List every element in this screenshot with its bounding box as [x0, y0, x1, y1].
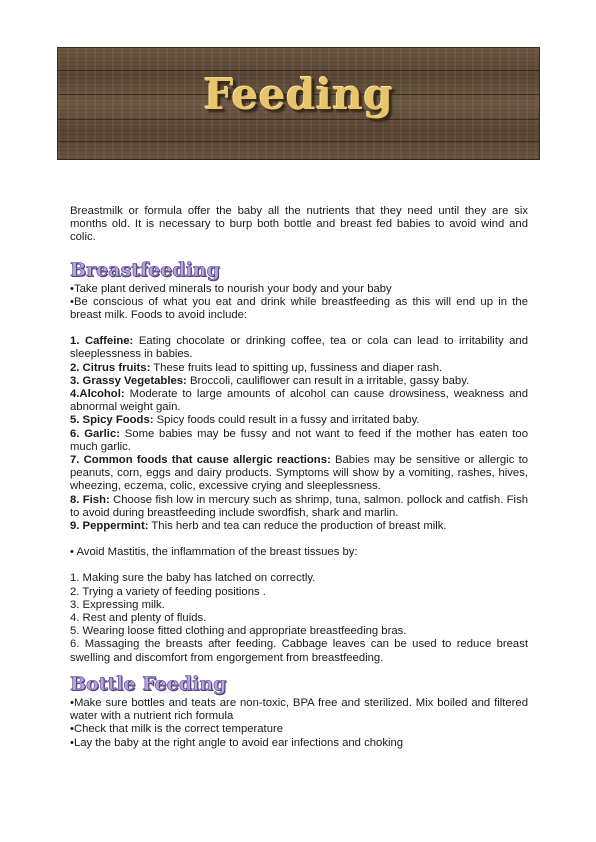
wood-plank-line: [58, 141, 539, 142]
item-text: Choose fish low in mercury such as shrimp, tuna, salmon. pollock and catfish. Fish to avoid during breastfeeding include swordfish, shark and marlin.: [70, 493, 528, 519]
list-item: 6. Massaging the breasts after feeding. Cabbage leaves can be used to reduce breast swelling and discomfort from engorgement from breastfeeding.: [70, 638, 528, 664]
bullet-item: •Check that milk is the correct temperature: [70, 723, 284, 736]
list-item: [70, 362, 528, 375]
item-label: 4.Alcohol:: [70, 388, 125, 401]
list-item: 1. Making sure the baby has latched on correctly.: [70, 572, 316, 585]
item-label: 1. Caffeine:: [70, 335, 134, 348]
item-text: These fruits lead to spitting up, fussiness and diaper rash.: [150, 361, 443, 374]
spacer: [70, 559, 528, 572]
list-item: [70, 494, 528, 520]
mastitis-intro: • Avoid Mastitis, the inflammation of the breast tissues by:: [70, 546, 358, 559]
spacer: [70, 322, 528, 335]
list-item: [70, 454, 528, 494]
item-label: 5. Spicy Foods:: [70, 414, 154, 427]
list-item: [70, 428, 528, 454]
bullet-item: •Lay the baby at the right angle to avoid ear infections and choking: [70, 736, 404, 749]
item-text: Moderate to large amounts of alcohol can cause drowsiness, weakness and abnormal weight gain.: [70, 388, 528, 414]
list-item: [70, 414, 528, 427]
list-item: 3. Expressing milk.: [70, 598, 165, 611]
item-text: Some babies may be fussy and not want to feed if the mother has eaten too much garlic.: [70, 427, 528, 453]
list-item: 4. Rest and plenty of fluids.: [70, 612, 207, 625]
mastitis-steps-list: [70, 572, 528, 664]
list-item: 2. Trying a variety of feeding positions .: [70, 585, 266, 598]
title-banner: [57, 47, 540, 160]
item-label: 9. Peppermint:: [70, 520, 149, 533]
wood-plank-line: [58, 119, 539, 120]
document-body: [70, 205, 528, 750]
item-label: 8. Fish:: [70, 493, 110, 506]
list-item: 5. Wearing loose fitted clothing and appropriate breastfeeding bras.: [70, 625, 407, 638]
bullet-item: •Make sure bottles and teats are non-toxic, BPA free and sterilized. Mix boiled and filtered water with a nutrient rich formula: [70, 696, 528, 723]
page-title: Feeding: [203, 70, 394, 119]
foods-to-avoid-list: [70, 335, 528, 533]
bullet-item: •Take plant derived minerals to nourish your body and your baby: [70, 282, 392, 295]
intro-paragraph: Breastmilk or formula offer the baby all the nutrients that they need until they are six months old. It is necessary to burp both bottle and breast fed babies to avoid wind and colic.: [70, 205, 528, 244]
list-item: [70, 335, 528, 361]
list-item: [70, 520, 528, 533]
item-label: 7. Common foods that cause allergic reactions:: [70, 454, 331, 467]
item-label: 3. Grassy Vegetables:: [70, 374, 187, 387]
item-label: 2. Citrus fruits:: [70, 361, 151, 374]
bottle-feeding-heading: Bottle Feeding: [70, 672, 227, 695]
list-item: [70, 388, 528, 414]
spacer: [70, 665, 528, 673]
list-item: [70, 375, 528, 388]
item-text: Broccoli, cauliflower can result in a irritable, gassy baby.: [186, 374, 470, 387]
item-label: 6. Garlic:: [70, 427, 120, 440]
spacer: [70, 533, 528, 546]
breastfeeding-heading: Breastfeeding: [70, 258, 220, 281]
item-text: Babies may be sensitive or allergic to peanuts, corn, eggs and dairy products. Symptoms will show by a vomiting, rashes, hives, wheezing, eczema, colic, excessive crying and sleeplessness.: [70, 454, 528, 493]
bullet-item: •Be conscious of what you eat and drink while breastfeeding as this will end up in the breast milk. Foods to avoid include:: [70, 295, 528, 322]
item-text: This herb and tea can reduce the production of breast milk.: [148, 520, 447, 533]
item-text: Eating chocolate or drinking coffee, tea or cola can lead to irritability and sleeplessness in babies.: [70, 335, 528, 361]
item-text: Spicy foods could result in a fussy and irritated baby.: [153, 414, 420, 427]
